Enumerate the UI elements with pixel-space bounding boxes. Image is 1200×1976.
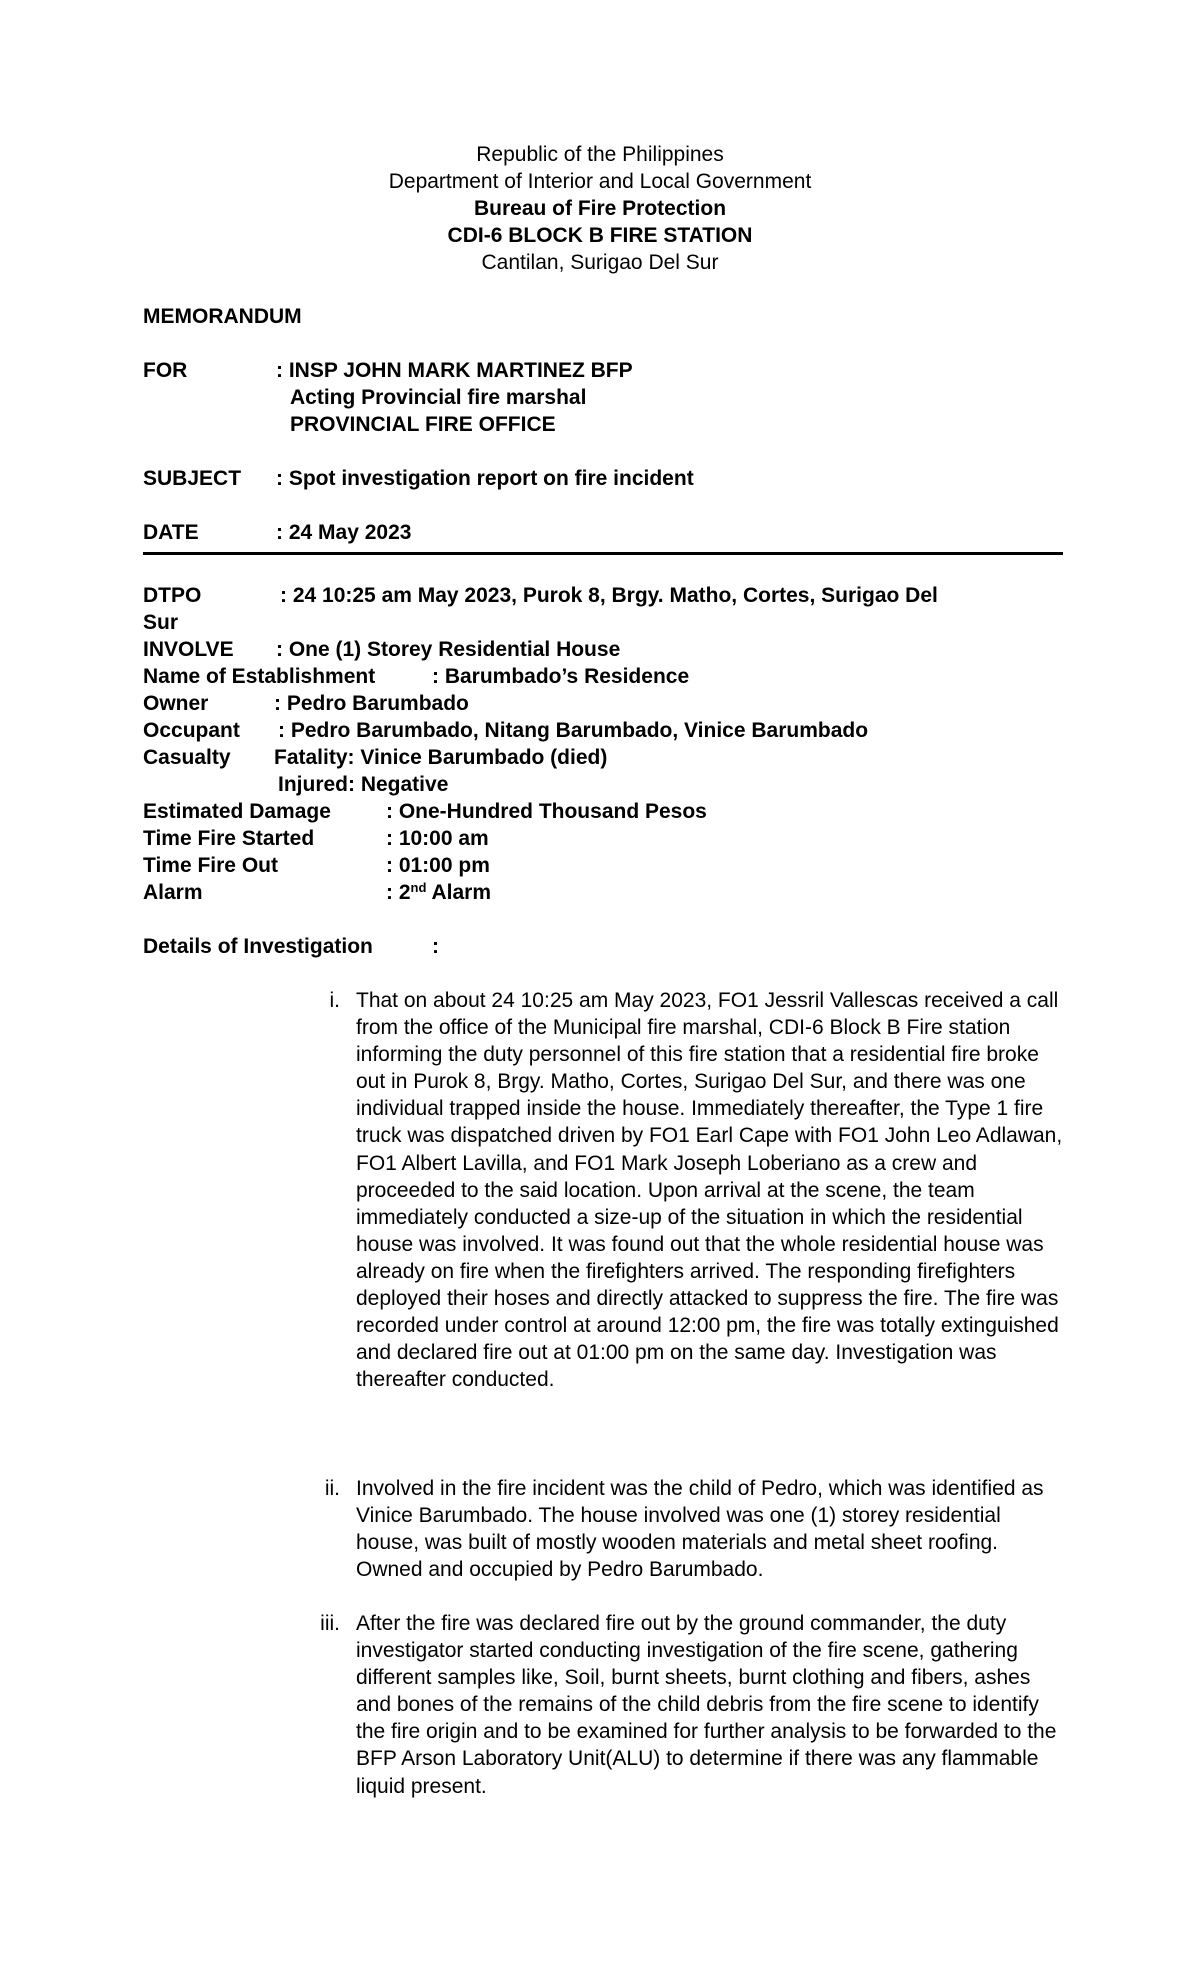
damage-label: Estimated Damage — [143, 800, 331, 823]
item-2-marker: ii. — [324, 1477, 340, 1500]
item-1-text: That on about 24 10:25 am May 2023, FO1 Jessril Vallescas received a call from the office of the Municipal fire marshal, CDI-6 Block B Fire station informing the duty personnel of this fire station that a residential fire broke out in Purok 8, Brgy. Matho, Cortes, Surigao Del Sur, and there was one individual trapped inside the house. Immediately thereafter, the Type 1 fire truck was dispatched driven by FO1 Earl Cape with FO1 John Leo Adlawan, FO1 Albert Lavilla, and FO1 Mark Joseph Loberiano as a crew and proceeded to the said location. Upon arrival at the scene, the team immediately conducted a size-up of the situation in which the residential house was involved. It was found out that the whole residential house was already on fire when the firefighters arrived. The responding firefighters deployed their hoses and directly attacked to suppress the fire. The fire was recorded under control at around 12:00 pm, the fire was totally extinguished and declared fire out at 01:00 pm on the same day. Investigation was thereafter conducted. — [356, 989, 1063, 1392]
involve-value: : One (1) Storey Residential House — [276, 638, 621, 661]
dtpo-value: : 24 10:25 am May 2023, Purok 8, Brgy. Matho, Cortes, Surigao Del — [280, 584, 938, 607]
details-heading: Details of Investigation — [143, 935, 373, 958]
item-2-text: Involved in the fire incident was the child of Pedro, which was identified as Vinice Barumbado. The house involved was one (1) storey residential house, was built of mostly wooden materials and metal sheet roofing. Owned and occupied by Pedro Barumbado. — [356, 1477, 1044, 1582]
item-1-marker: i. — [329, 989, 340, 1012]
owner-value: : Pedro Barumbado — [274, 692, 469, 715]
subject-label: SUBJECT — [143, 467, 242, 490]
alarm-ordinal: nd — [410, 880, 427, 895]
for-position: Acting Provincial fire marshal — [290, 386, 587, 409]
establishment-value: : Barumbado’s Residence — [432, 665, 690, 688]
alarm-value — [386, 879, 491, 906]
item-3-marker: iii. — [320, 1612, 340, 1635]
header-station: CDI-6 BLOCK B FIRE STATION — [447, 224, 753, 247]
header-republic: Republic of the Philippines — [476, 143, 724, 166]
item-3-text: After the fire was declared fire out by the ground commander, the duty investigator started conducting investigation of the fire scene, gathering different samples like, Soil, burnt sheets, burnt clothing and fibers, ashes and bones of the remains of the child debris from the fire scene to identify the fire origin and to be examined for further analysis to be forwarded to the BFP Arson Laboratory Unit(ALU) to determine if there was any flammable liquid present. — [356, 1612, 1057, 1798]
dtpo-value-continued: Sur — [143, 611, 179, 634]
owner-label: Owner — [143, 692, 209, 715]
time-started-label: Time Fire Started — [143, 827, 315, 850]
alarm-suffix: Alarm — [426, 881, 491, 904]
establishment-label: Name of Establishment — [143, 665, 376, 688]
date-value: : 24 May 2023 — [276, 521, 412, 544]
occupant-label: Occupant — [143, 719, 240, 742]
involve-label: INVOLVE — [143, 638, 234, 661]
subject-value: : Spot investigation report on fire incident — [276, 467, 694, 490]
time-out-label: Time Fire Out — [143, 854, 278, 877]
header-bureau: Bureau of Fire Protection — [473, 197, 727, 220]
occupant-value: : Pedro Barumbado, Nitang Barumbado, Vinice Barumbado — [278, 719, 869, 742]
casualty-fatality: Fatality: Vinice Barumbado (died) — [274, 746, 608, 769]
time-out-value: : 01:00 pm — [386, 854, 490, 877]
for-recipient: : INSP JOHN MARK MARTINEZ BFP — [276, 359, 633, 382]
details-colon: : — [432, 935, 439, 958]
alarm-prefix: : 2 — [386, 881, 411, 904]
date-label: DATE — [143, 521, 199, 544]
header-location: Cantilan, Surigao Del Sur — [481, 251, 719, 274]
dtpo-label: DTPO — [143, 584, 202, 607]
damage-value: : One-Hundred Thousand Pesos — [386, 800, 707, 823]
for-office: PROVINCIAL FIRE OFFICE — [290, 413, 556, 436]
memo-title: MEMORANDUM — [143, 305, 302, 328]
header-department: Department of Interior and Local Government — [388, 170, 812, 193]
time-started-value: : 10:00 am — [386, 827, 489, 850]
header-divider — [143, 552, 1063, 555]
casualty-injured: Injured: Negative — [278, 773, 449, 796]
for-label: FOR — [143, 359, 188, 382]
alarm-label: Alarm — [143, 881, 203, 904]
casualty-label: Casualty — [143, 746, 231, 769]
